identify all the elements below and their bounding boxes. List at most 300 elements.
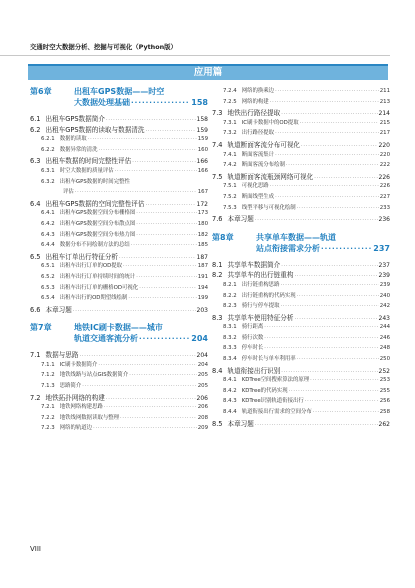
page-ref: 203: [196, 306, 208, 314]
subsection-number: 7.4.2: [223, 162, 237, 169]
subsection-entry[interactable]: [30, 381, 208, 392]
section-title: 共享单车数据简介: [227, 260, 281, 269]
subsection-entry[interactable]: [30, 370, 208, 381]
section-entry[interactable]: [30, 304, 208, 315]
subsection-number: 6.2.2: [41, 146, 55, 153]
section-number: 8.2: [212, 271, 223, 280]
subsection-title: 出租车出行订单的栅格OD可视化: [59, 284, 139, 291]
page-ref: 222: [379, 162, 390, 169]
dot-leader: [98, 362, 196, 368]
page-ref: 242: [379, 303, 390, 310]
subsection-title: 网络的轨道边: [59, 425, 93, 432]
page-ref: 204: [196, 352, 208, 360]
dot-leader: [115, 168, 197, 174]
subsection-title: 出租车GPS数据空间分布散点图: [59, 220, 136, 227]
section-title: 出租车数据的时间完整性评估: [45, 157, 132, 166]
subsection-entry[interactable]: [30, 145, 208, 156]
section-entry[interactable]: [212, 312, 390, 323]
page-ref: 206: [196, 394, 208, 402]
page-ref: 166: [196, 158, 208, 166]
subsection-title: 出行链重构思路: [241, 281, 280, 288]
subsection-title: 出租车GPS数据的时间完整性: [59, 178, 130, 185]
dot-leader: [270, 99, 379, 105]
dot-leader: [139, 334, 190, 345]
subsection-number: 6.4.2: [41, 220, 55, 227]
section-entry[interactable]: [30, 198, 208, 209]
subsection-title: 停车时长: [241, 345, 264, 352]
subsection-title: 出租车GPS数据空间分布热力图: [59, 231, 136, 238]
subsection-number: 8.3.1: [223, 324, 237, 331]
subsection-entry[interactable]: [30, 293, 208, 304]
subsection-entry[interactable]: [30, 413, 208, 424]
section-title: 共享单车使用特征分析: [227, 313, 294, 322]
dot-leader: [136, 221, 196, 227]
dot-leader: [321, 244, 372, 255]
subsection-title: 出租车出行订单持续时间的统计: [59, 273, 136, 280]
page-ref: 240: [379, 292, 390, 299]
dot-leader: [281, 111, 377, 117]
subsection-entry[interactable]: [212, 375, 390, 386]
subsection-title: 数据的读取: [59, 136, 87, 143]
section-title: 共享单车的出行链重构: [227, 271, 294, 280]
dot-leader: [106, 117, 196, 123]
dot-leader: [120, 415, 197, 421]
section-entry[interactable]: [212, 418, 390, 429]
page-ref: 172: [196, 200, 208, 208]
page-ref: 191: [197, 273, 208, 280]
section-title: 本章习题: [227, 215, 254, 224]
chapter-title-line-2: [74, 333, 208, 345]
subsection-number: 7.1.2: [41, 372, 55, 379]
page-ref: 187: [196, 253, 208, 261]
chapter-title-line-2: [256, 243, 390, 255]
subsection-number: 6.5.4: [41, 295, 55, 302]
dot-leader: [79, 353, 195, 359]
dot-leader: [275, 130, 379, 136]
subsection-entry[interactable]: [212, 301, 390, 312]
subsection-title: 线型平移与可视化绘制: [241, 204, 296, 211]
page-ref: 205: [197, 372, 208, 379]
dot-leader: [98, 147, 196, 153]
page-ref: 159: [196, 126, 208, 134]
subsection-number: 8.3.4: [223, 356, 237, 363]
dot-leader: [139, 285, 197, 291]
section-title: 数据与思路: [45, 351, 79, 360]
dot-leader: [294, 273, 377, 279]
section-entry[interactable]: [30, 113, 208, 124]
page-ref: 158: [196, 116, 208, 123]
subsection-number: 6.5.2: [41, 273, 55, 280]
subsection-number: 8.3.3: [223, 345, 237, 352]
page-ref: 239: [378, 272, 390, 280]
subsection-entry[interactable]: [30, 272, 208, 283]
dot-leader: [136, 274, 197, 280]
subsection-number: 6.4.4: [41, 242, 55, 249]
dot-leader: [255, 217, 378, 223]
page-ref: 255: [379, 387, 390, 394]
section-entry[interactable]: [212, 213, 390, 224]
section-entry[interactable]: [30, 349, 208, 360]
subsection-number: 8.4.1: [223, 377, 237, 384]
page-ref: 166: [197, 167, 208, 174]
subsection-entry[interactable]: [30, 240, 208, 251]
page-ref: 187: [197, 263, 208, 270]
subsection-number: 7.1.3: [41, 383, 55, 390]
section-entry[interactable]: [30, 155, 208, 166]
page-ref: 159: [197, 136, 208, 143]
subsection-title: 出租车出行订单的OD提取: [59, 263, 123, 270]
subsection-title: KDTree空间搜索算法的原理: [241, 377, 310, 384]
chapter-title-line: 大数据处理基础: [74, 98, 130, 107]
dot-leader: [255, 422, 378, 428]
subsection-number: 6.4.1: [41, 210, 55, 217]
section-entry[interactable]: [212, 171, 390, 182]
section-title: 出租车GPS数据简介: [45, 115, 105, 123]
page-ref: 167: [197, 189, 208, 196]
subsection-title: 数据分布不同绘制方法的总结: [59, 242, 130, 249]
dot-leader: [264, 345, 378, 351]
page-ref: 185: [197, 242, 208, 249]
page-number: VIII: [30, 545, 41, 553]
dot-leader: [119, 255, 196, 261]
page-ref: 236: [378, 216, 390, 224]
subsection-title: 断面线型生成: [241, 193, 275, 200]
subsection-entry[interactable]: [30, 261, 208, 272]
subsection-entry[interactable]: [30, 187, 208, 198]
subsection-entry[interactable]: [212, 333, 390, 344]
chapter-page: 237: [373, 243, 390, 253]
subsection-entry[interactable]: [212, 128, 390, 139]
subsection-number: 6.4.3: [41, 231, 55, 238]
page-ref: 215: [379, 119, 390, 126]
subsection-entry[interactable]: [212, 160, 390, 171]
toc-left-column: [30, 86, 208, 434]
subsection-entry[interactable]: [212, 407, 390, 418]
section-entry[interactable]: [212, 139, 390, 150]
dot-leader: [294, 316, 377, 322]
subsection-title: IC刷卡数据中的OD提取: [241, 119, 299, 126]
subsection-number: 8.2.1: [223, 281, 237, 288]
section-entry[interactable]: [212, 365, 390, 376]
dot-leader: [275, 194, 379, 200]
subsection-entry[interactable]: [30, 283, 208, 294]
page-ref: 180: [197, 220, 208, 227]
page-ref: 227: [379, 193, 390, 200]
dot-leader: [280, 282, 378, 288]
dot-leader: [132, 159, 195, 165]
subsection-title: 可视化思路: [241, 183, 269, 190]
subsection-entry[interactable]: [212, 343, 390, 354]
section-number: 6.6: [30, 305, 41, 314]
subsection-entry[interactable]: [30, 166, 208, 177]
section-number: 7.6: [212, 215, 223, 224]
subsection-entry[interactable]: [212, 192, 390, 203]
subsection-entry[interactable]: [30, 134, 208, 145]
page-ref: 246: [379, 334, 390, 341]
dot-leader: [286, 162, 379, 168]
section-number: 6.2: [30, 125, 41, 134]
page-ref: 205: [197, 383, 208, 390]
chapter-entry[interactable]: [212, 232, 390, 255]
subsection-number: 7.2.2: [41, 414, 55, 421]
subsection-number: 8.4.2: [223, 387, 237, 394]
subsection-number: 7.3.2: [223, 130, 237, 137]
subsection-title: 网络的构建: [241, 98, 269, 105]
section-entry[interactable]: [212, 269, 390, 280]
page-ref: 258: [379, 409, 390, 416]
subsection-title: 骑行与停车提取: [241, 303, 280, 310]
subsection-title: 评估: [63, 189, 74, 196]
dot-leader: [75, 189, 197, 195]
dot-leader: [275, 88, 379, 94]
dot-leader: [73, 308, 196, 314]
subsection-entry[interactable]: [30, 208, 208, 219]
subsection-entry[interactable]: [212, 280, 390, 291]
subsection-number: 7.5.3: [223, 204, 237, 211]
page-ref: 226: [379, 183, 390, 190]
page-ref: 220: [379, 151, 390, 158]
dot-leader: [128, 295, 196, 301]
page-ref: 211: [379, 88, 390, 94]
section-number: 8.4: [212, 366, 223, 375]
chapter-title-line: 地铁IC刷卡数据——城市: [74, 323, 163, 333]
page-ref: 182: [197, 231, 208, 238]
subsection-entry[interactable]: [30, 423, 208, 434]
part-banner: [28, 64, 388, 80]
subsection-entry[interactable]: [212, 97, 390, 108]
page-ref: 220: [378, 141, 390, 149]
section-number: 7.2: [30, 393, 41, 402]
subsection-title: 骑行次数: [241, 334, 264, 341]
section-title: 出租车订单出行特征分析: [45, 252, 119, 261]
subsection-number: 6.5.1: [41, 263, 55, 270]
chapter-title-line: 站点衔接需求分析: [256, 243, 320, 253]
dot-leader: [281, 369, 377, 375]
section-number: 7.1: [30, 351, 41, 360]
subsection-entry[interactable]: [212, 150, 390, 161]
subsection-number: 6.3.1: [41, 167, 55, 174]
dot-leader: [104, 404, 197, 410]
section-number: 6.4: [30, 199, 41, 208]
section-title: 轨道衔接出行识别: [227, 366, 281, 375]
book-title: 交通时空大数据分析、挖掘与可视化（Python版）: [30, 43, 177, 51]
dot-leader: [146, 202, 196, 208]
chapter-title-line: 共享单车数据——轨道: [256, 232, 336, 242]
chapter-title: [256, 232, 390, 255]
dot-leader: [270, 183, 379, 189]
dot-leader: [289, 388, 379, 394]
subsection-number: 8.4.4: [223, 409, 237, 416]
dot-leader: [106, 396, 196, 402]
section-entry[interactable]: [30, 124, 208, 135]
dot-leader: [146, 128, 196, 134]
header-rule: [0, 55, 390, 56]
subsection-number: 7.3.1: [223, 119, 237, 126]
subsection-entry[interactable]: [212, 181, 390, 192]
dot-leader: [129, 372, 196, 378]
page-ref: 194: [197, 284, 208, 291]
chapter-entry[interactable]: [30, 86, 208, 109]
subsection-number: 7.5.1: [223, 183, 237, 190]
chapter-title: [74, 322, 208, 345]
dot-leader: [281, 263, 377, 269]
subsection-title: 停车时长与单车利用率: [241, 356, 296, 363]
subsection-number: 7.1.1: [41, 361, 55, 368]
subsection-entry[interactable]: [30, 402, 208, 413]
section-title: 地铁出行路径提取: [227, 109, 281, 118]
subsection-number: 8.2.2: [223, 292, 237, 299]
page-ref: 217: [379, 130, 390, 137]
subsection-entry[interactable]: [212, 354, 390, 365]
page-ref: 173: [197, 210, 208, 217]
section-number: 6.3: [30, 157, 41, 166]
subsection-number: 7.4.1: [223, 151, 237, 158]
subsection-title: 时空大数据的质量评估: [59, 167, 114, 174]
section-number: 6.5: [30, 252, 41, 261]
dot-leader: [280, 303, 378, 309]
dot-leader: [136, 210, 196, 216]
dot-leader: [82, 383, 196, 389]
subsection-entry[interactable]: [212, 203, 390, 214]
page-ref: 214: [378, 110, 390, 118]
subsection-entry[interactable]: [30, 177, 208, 188]
part-title: 应用篇: [193, 67, 223, 78]
section-number: 6.1: [30, 115, 41, 123]
subsection-title: 思路简介: [59, 383, 82, 390]
chapter-number: 第6章: [30, 87, 52, 96]
page-ref: 243: [378, 314, 390, 322]
dot-leader: [123, 263, 197, 269]
dot-leader: [300, 120, 379, 126]
subsection-number: 7.2.1: [41, 404, 55, 411]
chapter-title-line: 轨道交通客流分析: [74, 334, 138, 344]
subsection-title: 出租车出行的OD期望线绘制: [59, 295, 128, 302]
section-title: 本章习题: [45, 305, 72, 314]
subsection-entry[interactable]: [212, 86, 390, 97]
subsection-title: 地铁线路与站点GIS数据简介: [59, 372, 129, 379]
subsection-number: 7.2.5: [223, 98, 237, 105]
subsection-title: KDTree识别轨道衔接出行: [241, 398, 304, 405]
dot-leader: [310, 377, 379, 383]
subsection-entry[interactable]: [30, 360, 208, 371]
dot-leader: [301, 143, 378, 149]
page-ref: 248: [379, 345, 390, 352]
page-ref: 209: [197, 425, 208, 432]
subsection-title: 出租车GPS数据空间分布栅格图: [59, 210, 136, 217]
page-ref: 256: [379, 398, 390, 405]
dot-leader: [275, 152, 379, 158]
dot-leader: [305, 398, 379, 404]
section-title: 地铁拓扑网络的构建: [45, 393, 105, 402]
subsection-number: 8.2.3: [223, 303, 237, 310]
page-ref: 239: [379, 281, 390, 288]
page-ref: 252: [378, 367, 390, 375]
subsection-number: 6.3.2: [41, 178, 55, 185]
dot-leader: [93, 425, 197, 431]
page-ref: 199: [197, 295, 208, 302]
subsection-title: 地铁线网数据读取与整理: [59, 414, 120, 421]
chapter-title-line-2: [74, 97, 208, 109]
dot-leader: [297, 293, 379, 299]
subsection-title: KDTree的代码实现: [241, 387, 288, 394]
chapter-entry[interactable]: [30, 322, 208, 345]
dot-leader: [131, 242, 197, 248]
dot-leader: [131, 98, 190, 109]
subsection-title: 断面客流集计: [241, 151, 275, 158]
dot-leader: [264, 335, 378, 341]
subsection-entry[interactable]: [212, 386, 390, 397]
page-ref: 206: [197, 404, 208, 411]
section-number: 7.4: [212, 140, 223, 149]
page-ref: 208: [197, 414, 208, 421]
subsection-title: 轨道衔接出行需求的空间分布: [241, 409, 312, 416]
subsection-title: 出行路径提取: [241, 130, 275, 137]
section-title: 出租车GPS数据的空间完整性评估: [45, 199, 145, 208]
subsection-number: 7.2.3: [41, 425, 55, 432]
page-ref: 237: [378, 261, 390, 269]
chapter-number: 第8章: [212, 232, 234, 242]
subsection-entry[interactable]: [212, 396, 390, 407]
subsection-number: 7.5.2: [223, 193, 237, 200]
subsection-number: 6.2.1: [41, 136, 55, 143]
section-number: 8.1: [212, 260, 223, 269]
page-ref: 226: [378, 173, 390, 181]
chapter-page: 204: [191, 334, 208, 344]
chapter-page: 158: [191, 98, 208, 107]
subsection-title: 骑行距离: [241, 324, 264, 331]
section-entry[interactable]: [212, 259, 390, 270]
dot-leader: [88, 136, 197, 142]
subsection-number: 7.2.4: [223, 88, 237, 94]
subsection-title: 断面客流分布绘制: [241, 162, 285, 169]
section-number: 7.5: [212, 172, 223, 181]
page-ref: 250: [379, 356, 390, 363]
subsection-entry[interactable]: [30, 230, 208, 241]
subsection-title: 数据异常的清洗: [59, 146, 98, 153]
page-ref: 204: [197, 361, 208, 368]
subsection-number: 8.3.2: [223, 334, 237, 341]
section-title: 本章习题: [227, 419, 254, 428]
section-entry[interactable]: [212, 107, 390, 118]
page-ref: 233: [379, 204, 390, 211]
section-number: 8.5: [212, 419, 223, 428]
section-number: 8.3: [212, 313, 223, 322]
dot-leader: [136, 232, 196, 238]
page-ref: 244: [379, 324, 390, 331]
subsection-title: IC刷卡数据简介: [59, 361, 98, 368]
subsection-entry[interactable]: [30, 219, 208, 230]
subsection-title: 网络的换乘边: [241, 88, 275, 94]
dot-leader: [264, 324, 378, 330]
dot-leader: [297, 356, 379, 362]
dot-leader: [297, 205, 379, 211]
subsection-title: 地铁网络构建思路: [59, 404, 103, 411]
subsection-entry[interactable]: [212, 322, 390, 333]
subsection-entry[interactable]: [212, 291, 390, 302]
chapter-title: [74, 86, 208, 109]
page-ref: 160: [197, 146, 208, 153]
dot-leader: [314, 175, 377, 181]
subsection-title: 出行链重构的代码实现: [241, 292, 296, 299]
section-entry[interactable]: [30, 251, 208, 262]
section-entry[interactable]: [30, 392, 208, 403]
subsection-entry[interactable]: [212, 118, 390, 129]
page-ref: 213: [379, 98, 390, 105]
toc-right-column: [212, 86, 390, 428]
dot-leader: [313, 409, 379, 415]
section-title: 出租车GPS数据的读取与数据清洗: [45, 125, 145, 134]
section-number: 7.3: [212, 109, 223, 118]
